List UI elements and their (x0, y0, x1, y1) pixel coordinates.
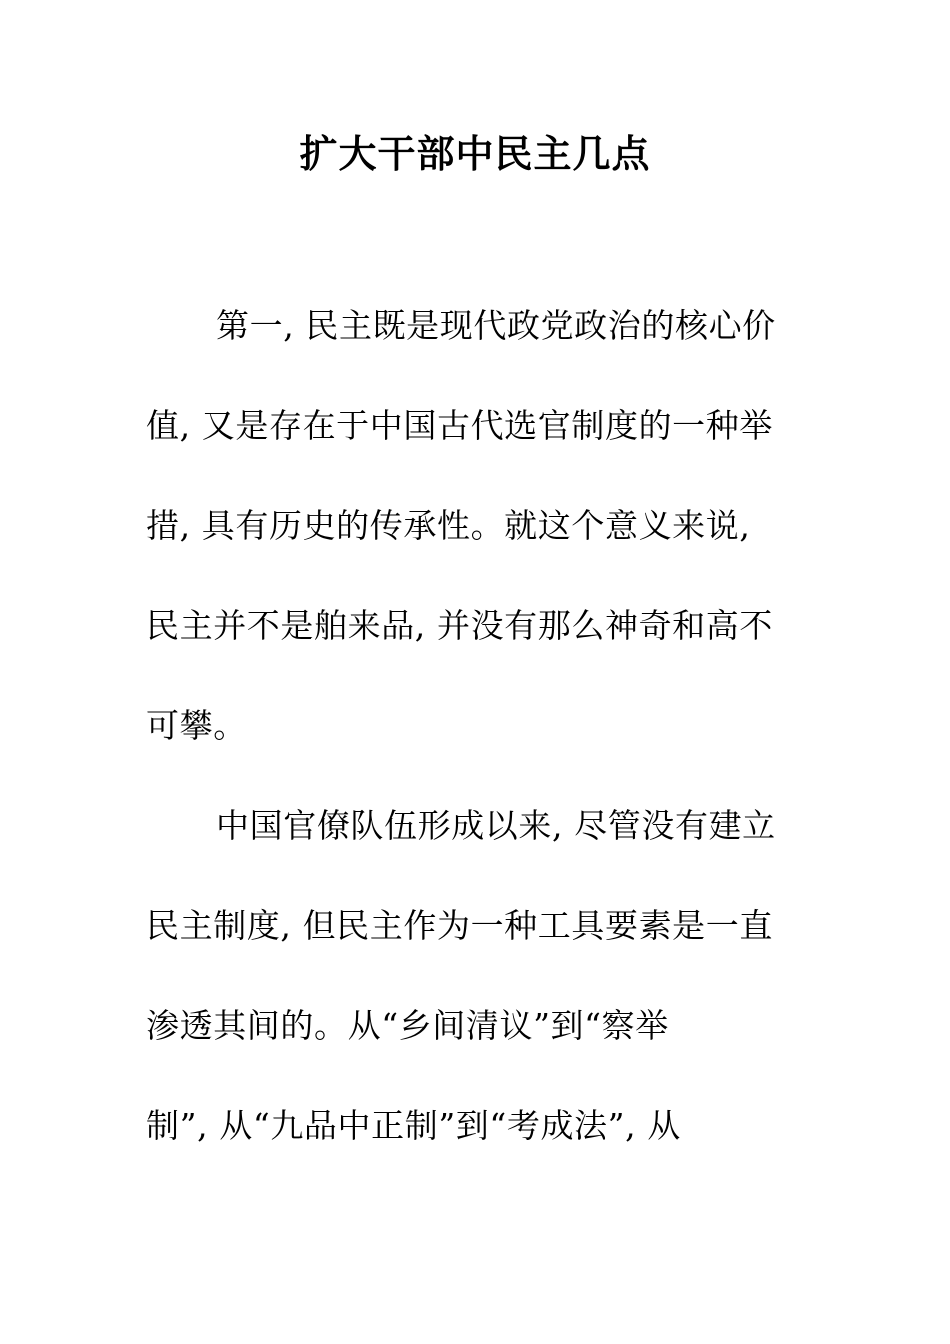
paragraph-2 (146, 796, 798, 1196)
paragraph-1 (146, 296, 798, 796)
text-line: 制”, 从“九品中正制”到“考成法”, 从 (146, 1106, 681, 1145)
document-body (146, 296, 798, 1196)
text-line: 民主并不是舶来品, 并没有那么神奇和高不 (146, 606, 773, 645)
text-line: 第一, 民主既是现代政党政治的核心价 (216, 306, 776, 345)
text-line: 渗透其间的。从“乡间清议”到“察举 (146, 1006, 669, 1045)
text-line: 中国官僚队伍形成以来, 尽管没有建立 (216, 806, 776, 845)
text-line: 可攀。 (146, 706, 247, 745)
text-line: 民主制度, 但民主作为一种工具要素是一直 (146, 906, 773, 945)
document-title: 扩大干部中民主几点 (299, 131, 651, 176)
text-line: 措, 具有历史的传承性。就这个意义来说, (146, 506, 751, 545)
text-line: 值, 又是存在于中国古代选官制度的一种举 (146, 406, 773, 445)
